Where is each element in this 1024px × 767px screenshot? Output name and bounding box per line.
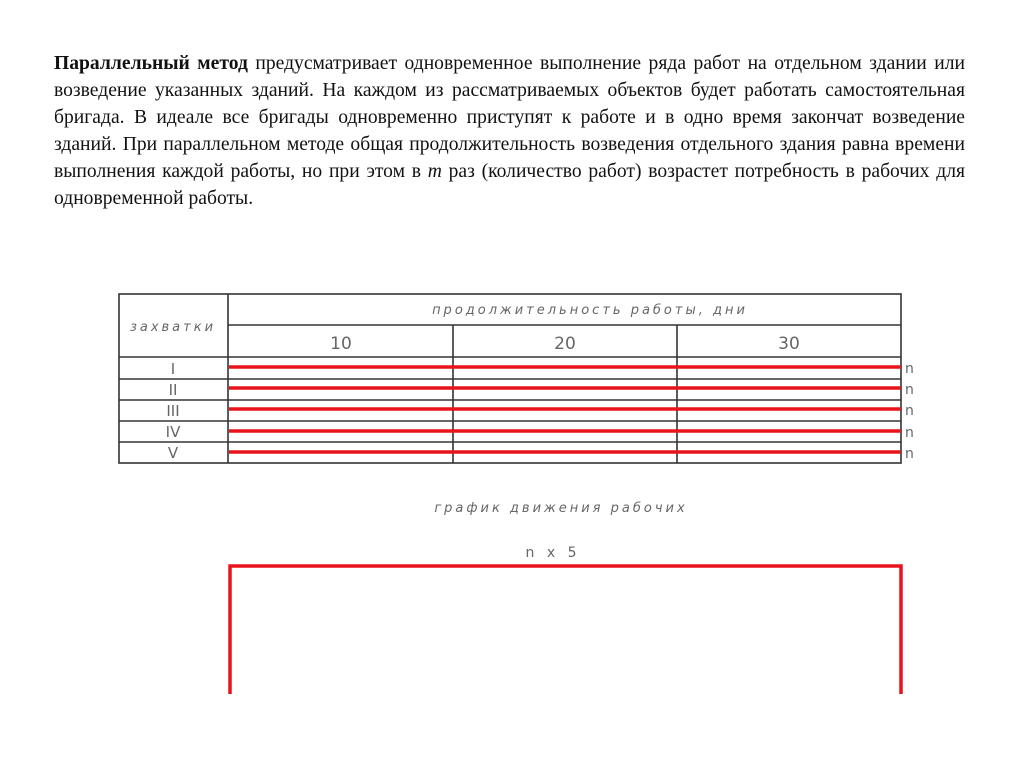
row-label-I: I — [170, 360, 176, 378]
bar-end-label-II: n — [905, 382, 914, 398]
schedule-table — [119, 294, 901, 463]
workers-chart-outline — [230, 566, 901, 694]
bar-end-label-V: n — [905, 446, 914, 462]
description-part-1: предусматривает одновременное выполнение ряда работ на отдельном здании или возведение указанных зданий. На каждом из рассматриваемых объектов будет работать самостоятельная бригада. В идеале все бригады одновременно приступят к работе и в одно время закончат возведение зданий. При параллельном методе общая продолжительность возведения отдельного здания равна времени выполнения каждой работы, но при этом в — [54, 53, 965, 182]
workers-chart-title: график движения рабочих — [434, 501, 688, 516]
day-label-20: 20 — [554, 334, 576, 354]
row-label-IV: IV — [165, 423, 181, 441]
row-label-III: III — [166, 402, 180, 420]
variable-m: m — [427, 161, 442, 182]
row-label-V: V — [167, 444, 179, 462]
day-label-30: 30 — [778, 334, 800, 354]
zone-header-label: захватки — [129, 320, 217, 335]
workers-level-label: n x 5 — [525, 545, 581, 561]
duration-header-label: продолжительность работы, дни — [432, 303, 748, 318]
bar-end-label-I: n — [905, 361, 914, 377]
day-label-10: 10 — [330, 334, 352, 354]
bar-end-label-IV: n — [905, 425, 914, 441]
description-part-2: раз (количество работ) возрастет потребность в рабочих для одновременной работы. — [54, 161, 965, 209]
method-term: Параллельный метод — [54, 53, 248, 74]
bar-end-label-III: n — [905, 403, 914, 419]
row-label-II: II — [168, 381, 178, 399]
